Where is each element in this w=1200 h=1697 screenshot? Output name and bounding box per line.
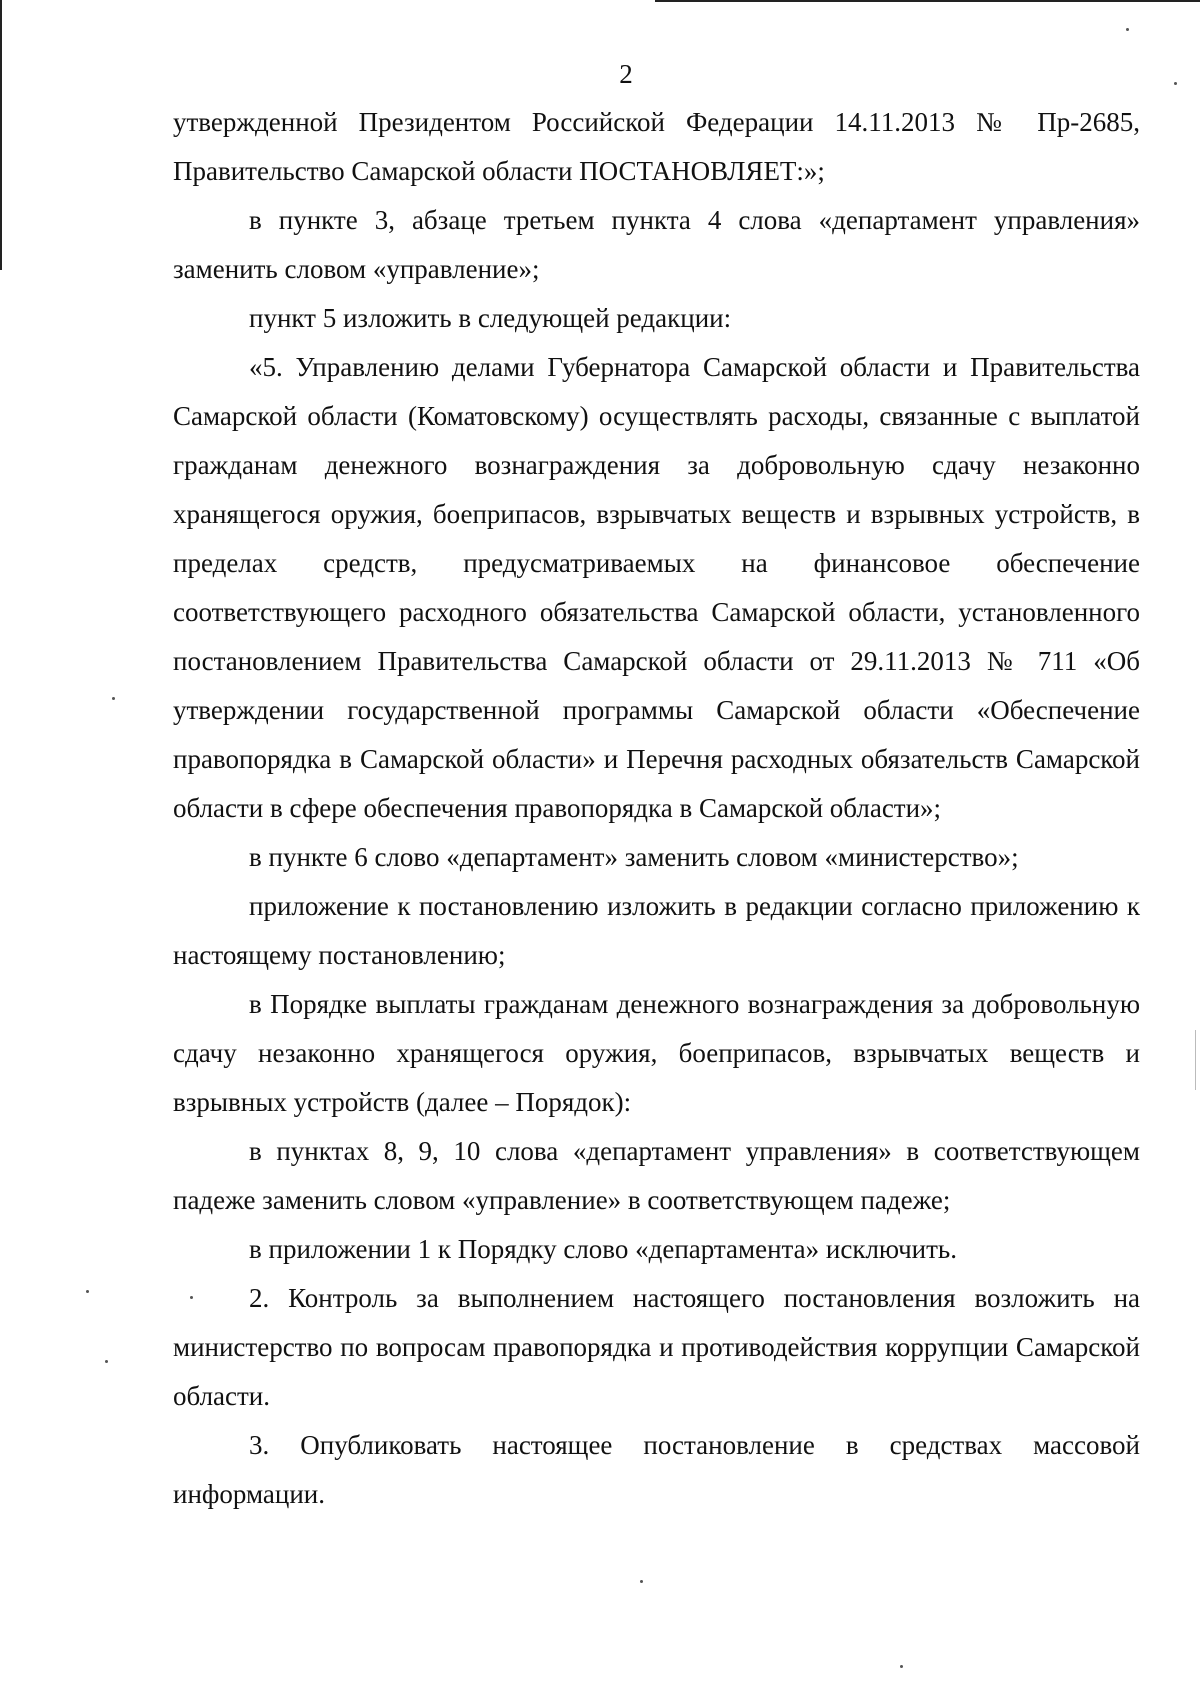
scan-speck [86,1290,89,1293]
page-number: 2 [619,59,633,89]
scan-border-right [1195,1030,1196,1090]
paragraph: «5. Управлению делами Губернатора Самарской области и Правительства Самарской области (Коматовскому) осуществлять расходы, связанные с выплатой гражданам денежного вознаграждения за добровольную сдачу незаконно хранящегося оружия, боеприпасов, взрывчатых веществ и взрывных устройств, в пределах средств, предусматриваемых на финансовое обеспечение соответствующего расходного обязательства Самарской области, установленного постановлением Правительства Самарской области от 29.11.2013 № 711 «Об утверждении государственной программы Самарской области «Обеспечение правопорядка в Самарской области» и Перечня расходных обязательств Самарской области в сфере обеспечения правопорядка в Самарской области»; [173,352,1140,823]
paragraph: пункт 5 изложить в следующей редакции: [249,303,732,333]
scan-speck [105,1360,108,1363]
paragraph: 2. Контроль за выполнением настоящего постановления возложить на министерство по вопросам правопорядка и противодействия коррупции Самарской области. [173,1283,1140,1411]
scan-speck [1126,28,1129,31]
scan-border-left [0,0,2,270]
paragraph: приложение к постановлению изложить в редакции согласно приложению к настоящему постановлению; [173,891,1140,970]
paragraph: утвержденной Президентом Российской Федерации 14.11.2013 № Пр-2685, Правительство Самарской области ПОСТАНОВЛЯЕТ:»; [173,107,1140,186]
scan-speck [640,1580,643,1583]
paragraph: в пунктах 8, 9, 10 слова «департамент управления» в соответствующем падеже заменить словом «управление» в соответствующем падеже; [173,1136,1140,1215]
paragraph: в пункте 3, абзаце третьем пункта 4 слова «департамент управления» заменить словом «управление»; [173,205,1140,284]
scan-speck [900,1665,903,1668]
paragraph: в Порядке выплаты гражданам денежного вознаграждения за добровольную сдачу незаконно хранящегося оружия, боеприпасов, взрывчатых веществ и взрывных устройств (далее – Порядок): [173,989,1140,1117]
scan-border-top [655,0,1200,2]
scan-speck [112,697,115,700]
paragraph: в пункте 6 слово «департамент» заменить словом «министерство»; [249,842,1019,872]
document-body [173,98,1140,1519]
paragraph: в приложении 1 к Порядку слово «департамента» исключить. [249,1234,957,1264]
paragraph: 3. Опубликовать настоящее постановление в средствах массовой информации. [173,1430,1140,1509]
